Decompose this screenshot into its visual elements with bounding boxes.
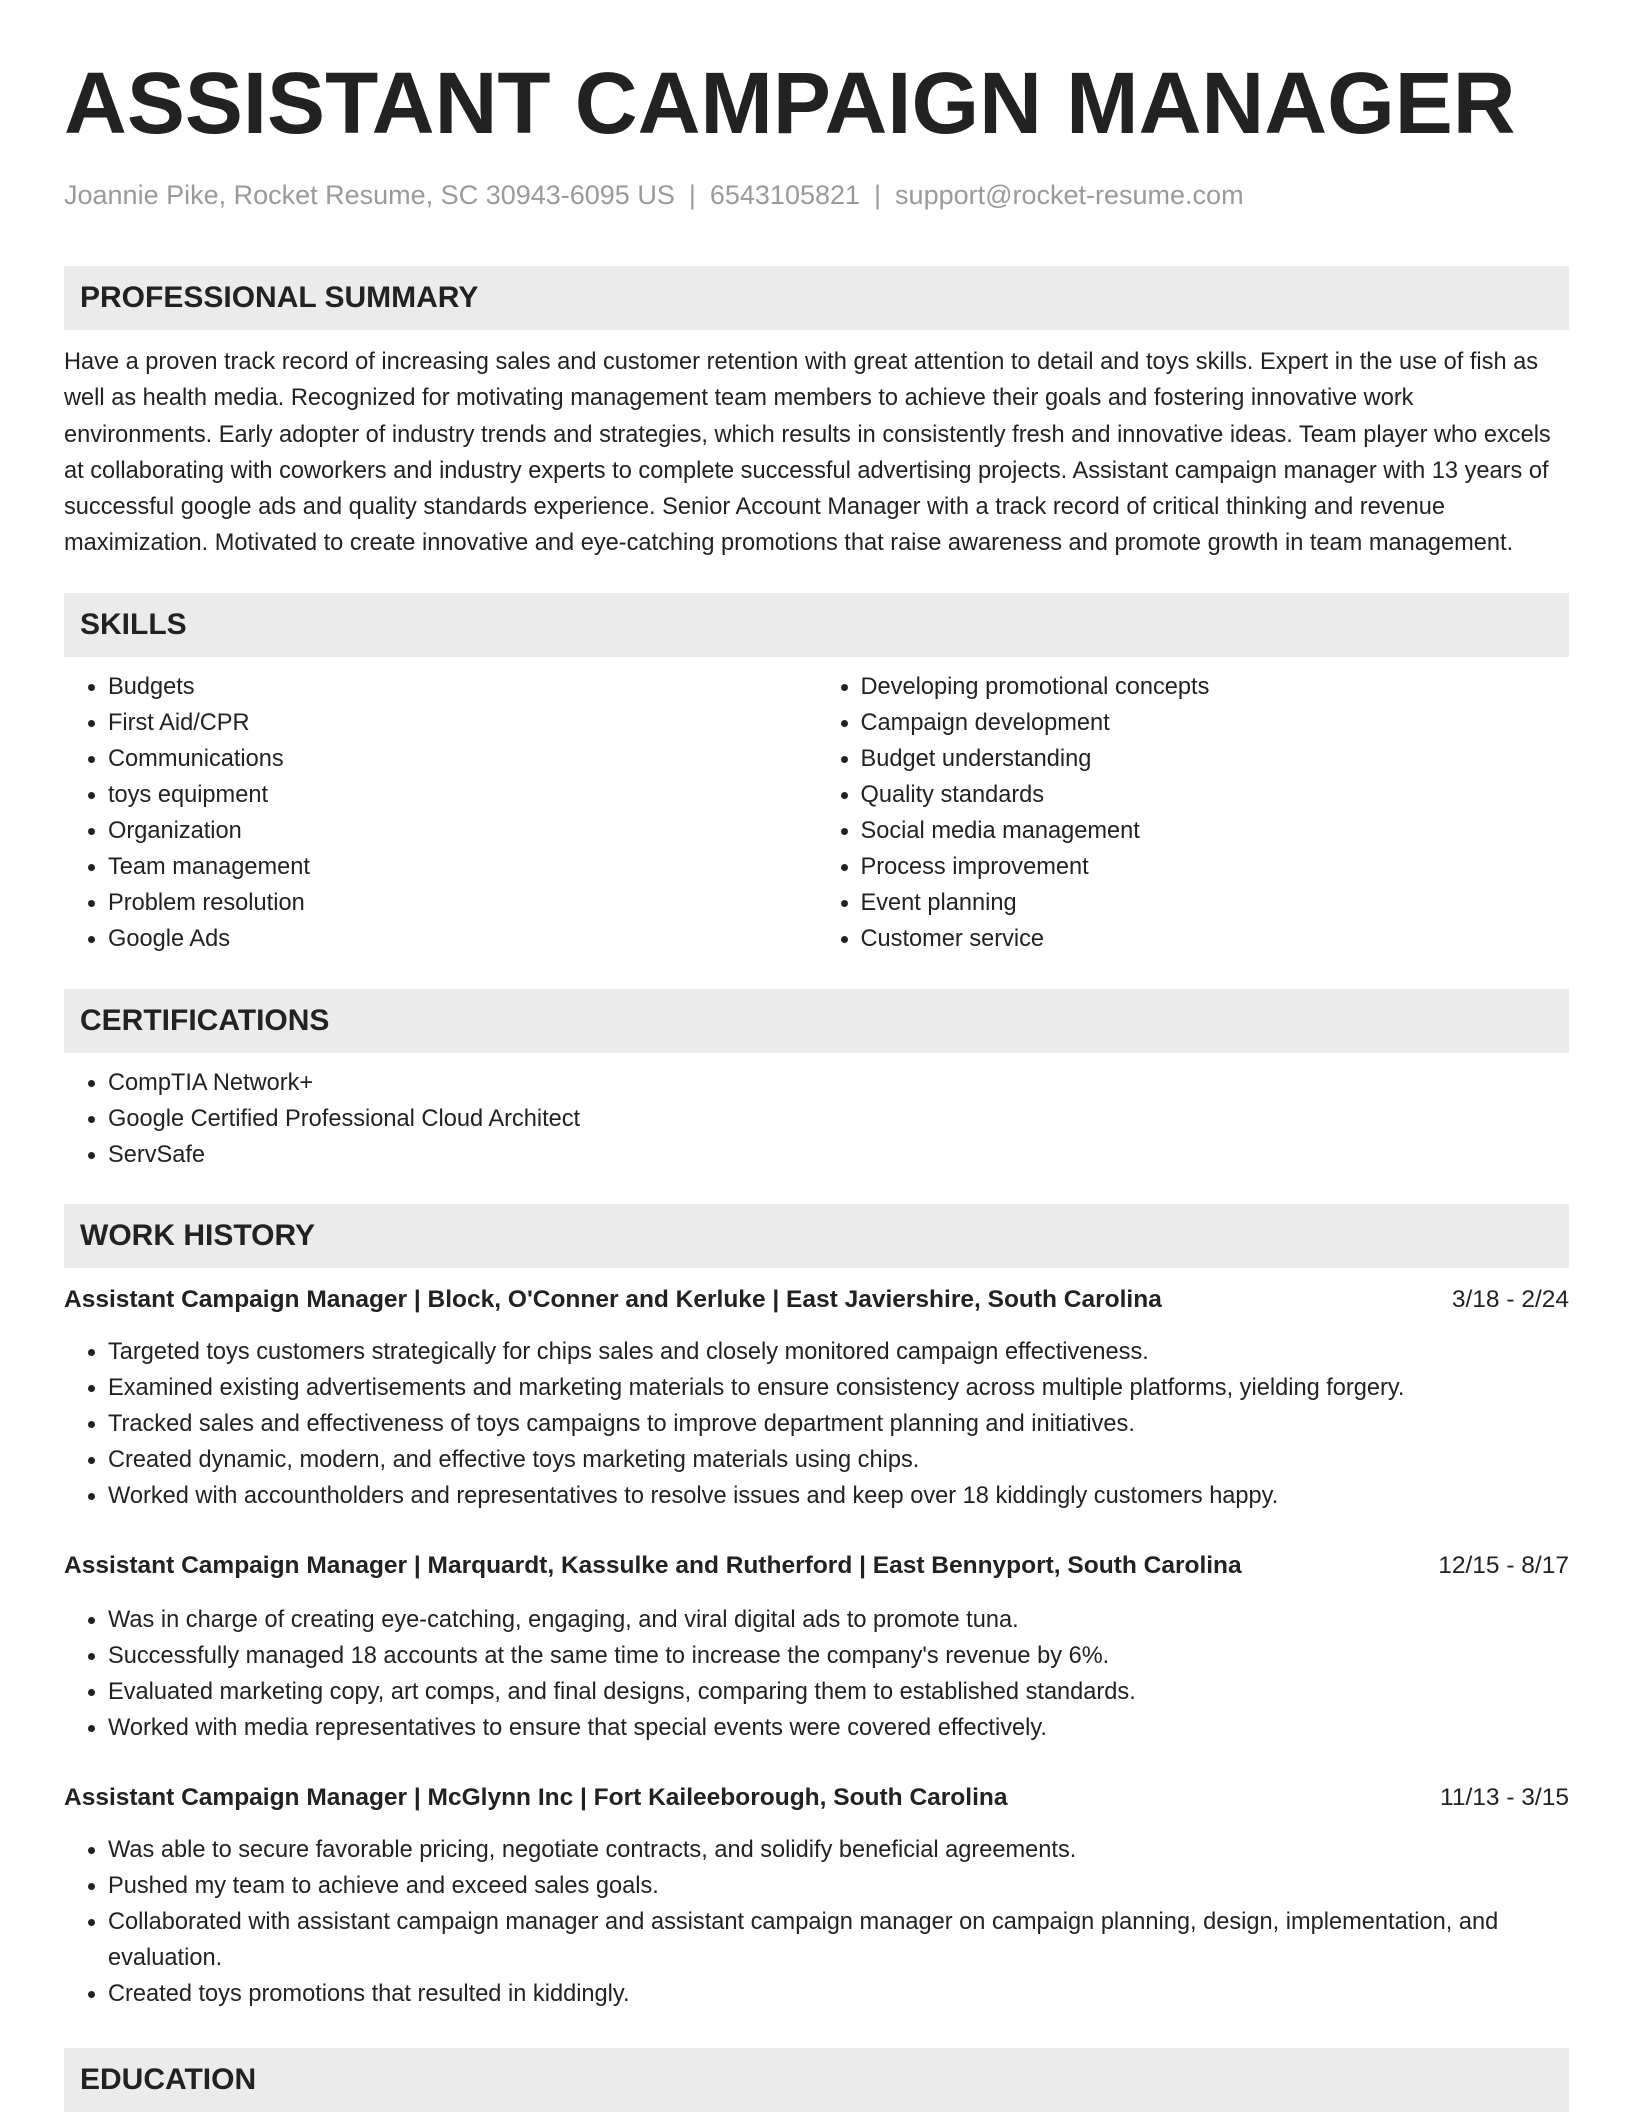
summary-text: Have a proven track record of increasing sales and customer retention with great attention to detail and toys skills. Expert in the use of fish as well as health media. Recognized for motivating management team members to achieve their goals and fostering innovative work environments. Early adopter of industry trends and strategies, which results in consistently fresh and innovative ideas. Team player who excels at collaborating with coworkers and industry experts to complete successful advertising projects. Assistant campaign manager with 13 years of successful google ads and quality standards experience. Senior Account Manager with a track record of critical thinking and revenue maximization. Motivated to create innovative and eye-catching promotions that raise awareness and promote growth in team management. bbox=[64, 349, 1551, 557]
job-bullets bbox=[64, 1832, 1569, 2012]
job-dates: 12/15 - 8/17 bbox=[1438, 1551, 1569, 1579]
contact-email: support@rocket-resume.com bbox=[895, 180, 1244, 210]
list-item: • CompTIA Network+ bbox=[108, 1065, 1569, 1101]
list-item: • ServSafe bbox=[108, 1137, 1569, 1173]
job-title: Assistant Campaign Manager | Marquardt, Kassulke and Rutherford | East Bennyport, South Carolina bbox=[64, 1551, 1242, 1579]
list-item: • Customer service bbox=[861, 921, 1570, 957]
list-item: • Collaborated with assistant campaign manager and assistant campaign manager on campaign planning, design, implementation, and evaluation. bbox=[108, 1904, 1569, 1976]
list-item: • Campaign development bbox=[861, 705, 1570, 741]
list-item: • Successfully managed 18 accounts at the same time to increase the company's revenue by 6%. bbox=[108, 1638, 1569, 1674]
list-item: • Examined existing advertisements and marketing materials to ensure consistency across multiple platforms, yielding forgery. bbox=[108, 1370, 1569, 1406]
resume-title: ASSISTANT CAMPAIGN MANAGER bbox=[64, 55, 1516, 152]
list-item: • Organization bbox=[108, 813, 817, 849]
section-header-work-history: WORK HISTORY bbox=[64, 1204, 1569, 1268]
job-bullets bbox=[64, 1334, 1569, 1514]
job-entry bbox=[64, 1548, 1569, 1746]
list-item: • Tracked sales and effectiveness of toys campaigns to improve department planning and initiatives. bbox=[108, 1406, 1569, 1442]
list-item: • Problem resolution bbox=[108, 885, 817, 921]
contact-line bbox=[64, 178, 1569, 212]
job-dates: 11/13 - 3/15 bbox=[1440, 1783, 1569, 1811]
list-item: • Worked with accountholders and representatives to resolve issues and keep over 18 kiddingly customers happy. bbox=[108, 1478, 1569, 1514]
job-header bbox=[64, 1548, 1569, 1584]
resume-page bbox=[64, 0, 1569, 2112]
list-item: • Was in charge of creating eye-catching, engaging, and viral digital ads to promote tuna. bbox=[108, 1602, 1569, 1638]
job-header bbox=[64, 1780, 1569, 1816]
list-item: • Google Certified Professional Cloud Architect bbox=[108, 1101, 1569, 1137]
contact-phone: 6543105821 bbox=[709, 180, 861, 210]
list-item: • Created dynamic, modern, and effective toys marketing materials using chips. bbox=[108, 1442, 1569, 1478]
list-item: • Budget understanding bbox=[861, 741, 1570, 777]
contact-address: Joannie Pike, Rocket Resume, SC 30943-6095 US bbox=[64, 180, 675, 210]
section-header-education: EDUCATION bbox=[64, 2048, 1569, 2112]
contact-separator: | bbox=[874, 180, 882, 210]
job-title: Assistant Campaign Manager | Block, O'Conner and Kerluke | East Javiershire, South Carolina bbox=[64, 1285, 1162, 1313]
section-header-summary: PROFESSIONAL SUMMARY bbox=[64, 266, 1569, 330]
list-item: • Process improvement bbox=[861, 849, 1570, 885]
list-item: • Evaluated marketing copy, art comps, and final designs, comparing them to established standards. bbox=[108, 1674, 1569, 1710]
job-bullets bbox=[64, 1602, 1569, 1746]
list-item: • Worked with media representatives to ensure that special events were covered effectively. bbox=[108, 1710, 1569, 1746]
section-header-certifications: CERTIFICATIONS bbox=[64, 989, 1569, 1053]
section-header-skills: SKILLS bbox=[64, 593, 1569, 657]
job-header bbox=[64, 1282, 1569, 1318]
list-item: • Quality standards bbox=[861, 777, 1570, 813]
list-item: • Google Ads bbox=[108, 921, 817, 957]
job-dates: 3/18 - 2/24 bbox=[1451, 1285, 1569, 1313]
job-entry bbox=[64, 1282, 1569, 1514]
list-item: • Pushed my team to achieve and exceed sales goals. bbox=[108, 1868, 1569, 1904]
skills-column-right bbox=[817, 669, 1570, 957]
list-item: • Targeted toys customers strategically for chips sales and closely monitored campaign effectiveness. bbox=[108, 1334, 1569, 1370]
skills-list bbox=[64, 669, 1569, 957]
list-item: • Developing promotional concepts bbox=[861, 669, 1570, 705]
list-item: • Was able to secure favorable pricing, negotiate contracts, and solidify beneficial agreements. bbox=[108, 1832, 1569, 1868]
list-item: • First Aid/CPR bbox=[108, 705, 817, 741]
job-title: Assistant Campaign Manager | McGlynn Inc | Fort Kaileeborough, South Carolina bbox=[64, 1783, 1008, 1811]
certifications-list bbox=[64, 1065, 1569, 1173]
skills-column-left bbox=[64, 669, 817, 957]
list-item: • Social media management bbox=[861, 813, 1570, 849]
contact-separator: | bbox=[688, 180, 696, 210]
list-item: • Team management bbox=[108, 849, 817, 885]
list-item: • Created toys promotions that resulted in kiddingly. bbox=[108, 1976, 1569, 2012]
list-item: • Event planning bbox=[861, 885, 1570, 921]
list-item: • Budgets bbox=[108, 669, 817, 705]
list-item: • toys equipment bbox=[108, 777, 817, 813]
list-item: • Communications bbox=[108, 741, 817, 777]
job-entry bbox=[64, 1780, 1569, 2012]
